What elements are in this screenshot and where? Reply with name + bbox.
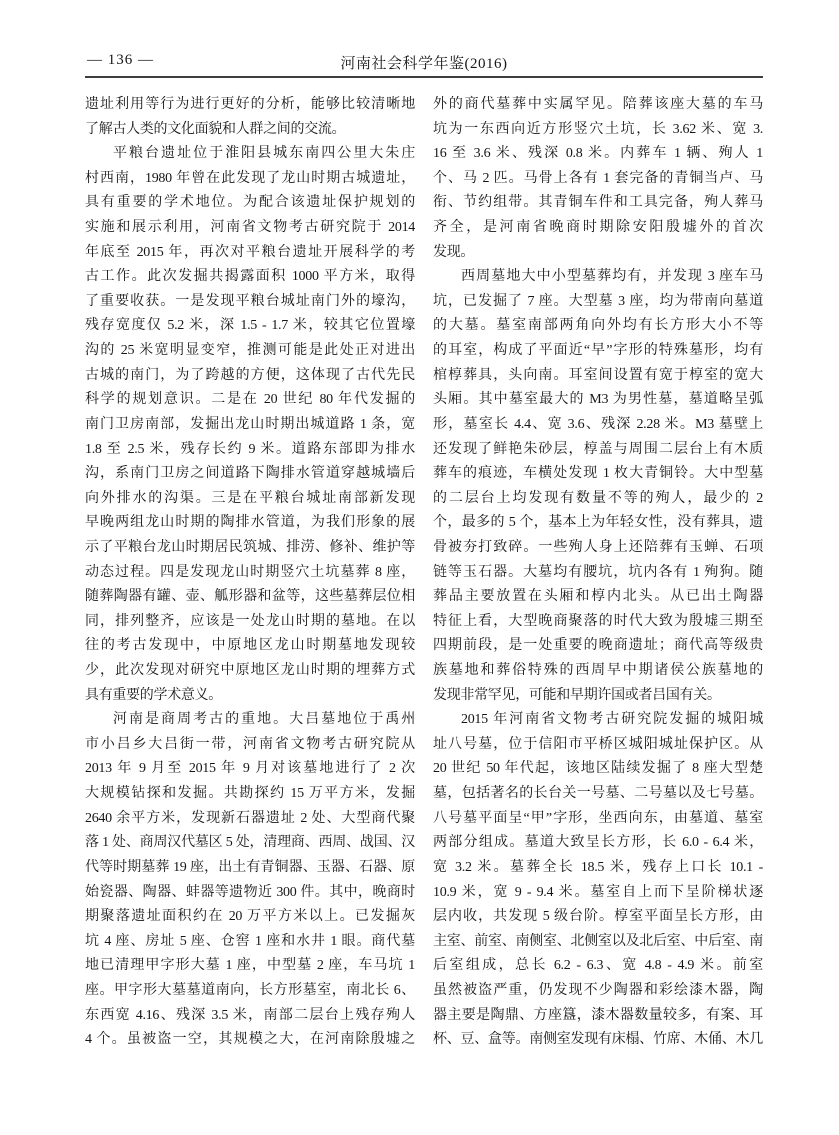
- text-line: 沟的 25 米宽明显变窄，推测可能是此处正对进出: [85, 343, 415, 359]
- text-line: 发现。: [433, 244, 475, 260]
- text-line: 坑，已发掘了 7 座。大型墓 3 座，均为带南向墓道: [433, 293, 763, 309]
- text-line: 南门卫房南部，发掘出龙山时期出城道路 1 条，宽: [85, 416, 415, 432]
- header-rule: [85, 76, 763, 78]
- text-line: 科学的规划意识。二是在 20 世纪 80 年代发掘的: [85, 392, 415, 408]
- text-line: 早晚两组龙山时期的陶排水管道，为我们形象的展: [85, 515, 415, 531]
- text-line: 古工作。此次发掘共揭露面积 1000 平方米，取得: [85, 269, 415, 285]
- text-line: 八号墓平面呈“甲”字形，坐西向东，由墓道、墓室: [433, 810, 763, 826]
- text-line: 期聚落遗址面积约在 20 万平方米以上。已发掘灰: [85, 909, 415, 925]
- text-line: 衔、节约组带。其青铜车件和工具完备，殉人葬马: [433, 195, 763, 211]
- page-header: [85, 52, 763, 72]
- text-line: 族墓地和葬俗特殊的西周早中期诸侯公族墓地的: [433, 663, 763, 679]
- text-line: 遗址利用等行为进行更好的分析，能够比较清晰地: [85, 97, 415, 112]
- text-line: 大规模钻探和发掘。共勘探约 15 万平方米，发掘: [85, 786, 415, 802]
- text-line: 葬车的痕迹，车横处发现 1 枚大青铜铃。大中型墓: [433, 466, 763, 482]
- text-line: 具有重要的学术意义。: [85, 687, 222, 703]
- text-line: 链等玉石器。大墓均有腰坑，坑内各有 1 殉狗。随: [433, 564, 763, 580]
- text-line: 年底至 2015 年，再次对平粮台遗址开展科学的考: [85, 244, 415, 260]
- text-line: 葬品主要放置在头厢和椁内北头。从已出土陶器: [433, 589, 763, 605]
- text-line: 沟，系南门卫房之间道路下陶排水管道穿越城墙后: [85, 466, 415, 482]
- text-line: 残存宽度仅 5.2 米，深 1.5 - 1.7 米，较其它位置壕: [85, 318, 415, 334]
- text-line: 1.8 至 2.5 米，残存长约 9 米。道路东部即为排水: [85, 441, 415, 457]
- text-line: 外的商代墓葬中实属罕见。陪葬该座大墓的车马: [433, 97, 763, 112]
- text-line: 2640 余平方米，发现新石器遗址 2 处、大型商代聚: [85, 810, 415, 826]
- text-line: 往的考古发现中，中原地区龙山时期墓地发现较: [85, 638, 415, 654]
- left-column: [85, 93, 415, 1053]
- text-line: 两部分组成。墓道大致呈长方形，长 6.0 - 6.4 米，: [433, 835, 763, 851]
- text-line: 西周墓地大中小型墓葬均有，并发现 3 座车马: [461, 269, 763, 285]
- text-line: 古城的南门，为了跨越的方便，这体现了古代先民: [85, 367, 415, 383]
- text-line: 棺椁葬具，头向南。耳室间设置有宽于椁室的宽大: [433, 367, 763, 383]
- text-line: 少，此次发现对研究中原地区龙山时期的埋葬方式: [85, 663, 415, 679]
- text-line: 落 1 处、商周汉代墓区 5 处，清理商、西周、战国、汉: [85, 835, 415, 851]
- text-line: 坑 4 座、房址 5 座、仓窖 1 座和水井 1 眼。商代墓: [85, 933, 415, 949]
- text-line: 墓，包括著名的长台关一号墓、二号墓以及七号墓。: [433, 786, 763, 802]
- text-line: 还发现了鲜艳朱砂层，椁盖与周围二层台上有木质: [433, 441, 763, 457]
- page-number: — 136 —: [87, 52, 154, 68]
- text-line: 了解古人类的文化面貌和人群之间的交流。: [85, 121, 346, 137]
- text-line: 齐全，是河南省晚商时期除安阳殷墟外的首次: [433, 220, 763, 236]
- text-line: 后室组成，总长 6.2 - 6.3、宽 4.8 - 4.9 米。前室: [433, 958, 763, 974]
- text-line: 市小吕乡大吕街一带，河南省文物考古研究院从: [85, 736, 415, 752]
- text-line: 20 世纪 50 年代起，该地区陆续发掘了 8 座大型楚: [433, 761, 763, 777]
- text-line: 实施和展示利用，河南省文物考古研究院于 2014: [85, 220, 415, 236]
- text-line: 具有重要的学术地位。为配合该遗址保护规划的: [85, 195, 415, 211]
- text-line: 平粮台遗址位于淮阳县城东南四公里大朱庄: [113, 146, 415, 162]
- text-line: 形，墓室长 4.4、宽 3.6、残深 2.28 米。M3 墓壁上: [433, 416, 763, 432]
- text-line: 东西宽 4.16、残深 3.5 米，南部二层台上残存殉人: [85, 1007, 415, 1023]
- text-line: 骨被夯打致碎。一些殉人身上还陪葬有玉蝉、石项: [433, 539, 763, 555]
- text-line: 的大墓。墓室南部两角向外均有长方形大小不等: [433, 318, 763, 334]
- text-line: 发现非常罕见，可能和早期许国或者吕国有关。: [433, 687, 721, 703]
- text-line: 的二层台上均发现有数量不等的殉人，最少的 2: [433, 490, 763, 506]
- text-body: [85, 93, 763, 1073]
- text-line: 宽 3.2 米。墓葬全长 18.5 米，残存上口长 10.1 -: [433, 859, 763, 875]
- text-line: 村西南，1980 年曾在此发现了龙山时期古城遗址，: [85, 170, 415, 186]
- right-column: [433, 93, 763, 1053]
- text-line: 地已清理甲字形大墓 1 座，中型墓 2 座，车马坑 1: [85, 958, 415, 974]
- text-line: 层内收，共发现 5 级台阶。椁室平面呈长方形，由: [433, 909, 763, 925]
- text-line: 座。甲字形大墓墓道南向，长方形墓室，南北长 6、: [85, 982, 415, 998]
- text-line: 头厢。其中墓室最大的 M3 为男性墓，墓道略呈弧: [433, 392, 763, 408]
- text-line: 动态过程。四是发现龙山时期竖穴土坑墓葬 8 座，: [85, 564, 415, 580]
- journal-title: 河南社会科学年鉴(2016): [340, 56, 508, 72]
- text-line: 向外排水的沟渠。三是在平粮台城址南部新发现: [85, 490, 415, 506]
- text-line: 了重要收获。一是发现平粮台城址南门外的壕沟，: [85, 293, 415, 309]
- text-line: 16 至 3.6 米、残深 0.8 米。内葬车 1 辆、殉人 1: [433, 146, 763, 162]
- text-line: 个，最多的 5 个，基本上为年轻女性，没有葬具，遗: [433, 515, 763, 531]
- text-line: 始瓷器、陶器、蚌器等遗物近 300 件。其中，晚商时: [85, 884, 415, 900]
- text-line: 2015 年河南省文物考古研究院发掘的城阳城: [461, 712, 763, 728]
- text-line: 器主要是陶鼎、方座簋，漆木器数量较多，有案、耳: [433, 1007, 763, 1023]
- text-line: 四期前段，是一处重要的晚商遗址；商代高等级贵: [433, 638, 763, 654]
- text-line: 虽然被盗严重，仍发现不少陶器和彩绘漆木器，陶: [433, 982, 763, 998]
- text-line: 的耳室，构成了平面近“早”字形的特殊墓形，均有: [433, 343, 763, 359]
- text-line: 2013 年 9 月至 2015 年 9 月对该墓地进行了 2 次: [85, 761, 415, 777]
- text-line: 随葬陶器有罐、壶、觚形器和盆等，这些墓葬层位相: [85, 589, 415, 605]
- text-line: 河南是商周考古的重地。大吕墓地位于禹州: [113, 712, 415, 728]
- text-line: 代等时期墓葬 19 座，出土有青铜器、玉器、石器、原: [85, 859, 415, 875]
- text-line: 4 个。虽被盗一空，其规模之大，在河南除殷墟之: [85, 1032, 415, 1048]
- text-line: 址八号墓，位于信阳市平桥区城阳城址保护区。从: [433, 736, 763, 752]
- text-line: 主室、前室、南侧室、北侧室以及北后室、中后室、南: [433, 933, 763, 949]
- text-line: 坑为一东西向近方形竖穴土坑，长 3.62 米、宽 3.: [433, 121, 763, 137]
- text-line: 示了平粮台龙山时期居民筑城、排涝、修补、维护等: [85, 539, 415, 555]
- text-line: 特征上看，大型晚商聚落的时代大致为殷墟三期至: [433, 613, 763, 629]
- text-line: 杯、豆、盒等。南侧室发现有床榻、竹席、木俑、木几: [433, 1032, 763, 1048]
- text-line: 同，排列整齐，应该是一处龙山时期的墓地。在以: [85, 613, 415, 629]
- text-line: 10.9 米，宽 9 - 9.4 米。墓室自上而下呈阶梯状逐: [433, 884, 763, 900]
- text-line: 个、马 2 匹。马骨上各有 1 套完备的青铜当卢、马: [433, 170, 763, 186]
